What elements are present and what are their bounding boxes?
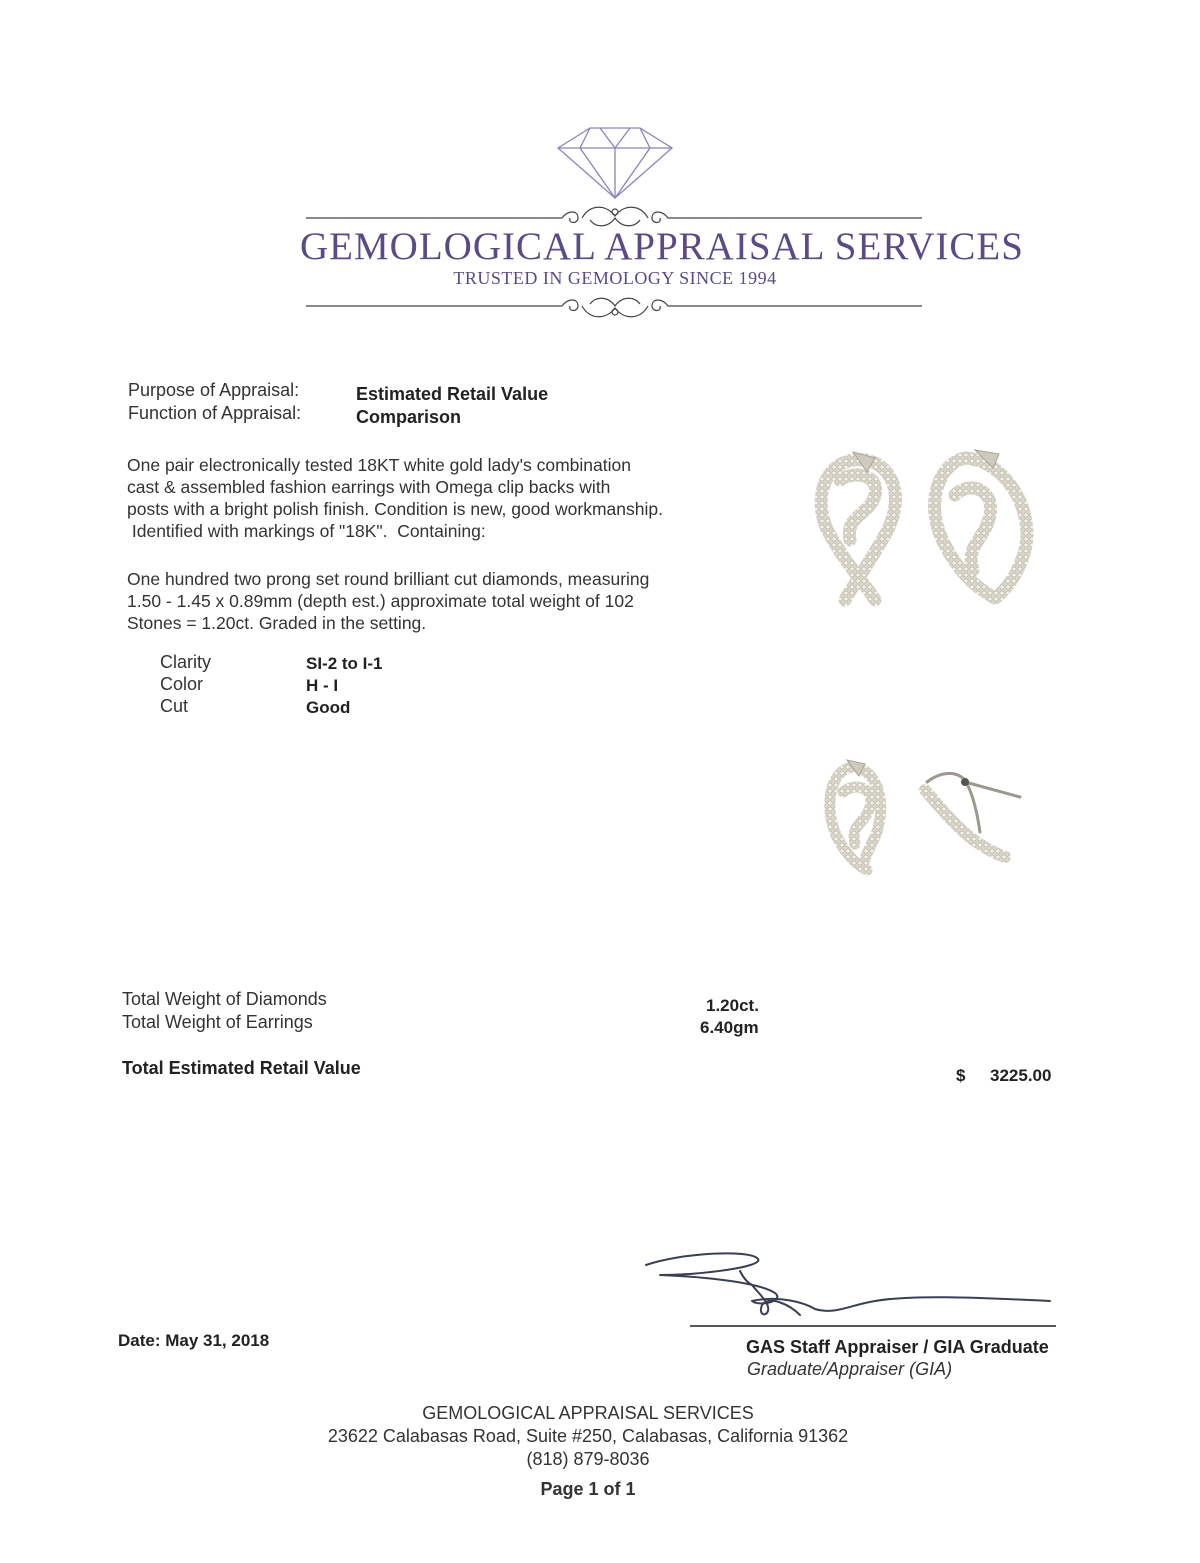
total-diamonds-value: 1.20ct. [706,996,759,1015]
grading-value: H - I [306,676,339,695]
description-line: cast & assembled fashion earrings with Omega clip backs with [127,477,611,497]
appraisal-date: Date: May 31, 2018 [118,1331,270,1350]
retail-value: 3225.00 [990,1066,1052,1085]
grading-label: Color [160,674,204,694]
logo-tagline: TRUSTED IN GEMOLOGY SINCE 1994 [453,268,777,288]
stone-description [127,568,747,634]
total-earrings-value: 6.40gm [700,1018,759,1037]
signer-subtitle: Graduate/Appraiser (GIA) [747,1359,953,1379]
purpose-label: Purpose of Appraisal: [128,380,300,400]
footer-company: GEMOLOGICAL APPRAISAL SERVICES [422,1403,754,1423]
flourish-bottom [306,298,922,317]
signer-title: GAS Staff Appraiser / GIA Graduate [746,1337,1049,1357]
page-number: Page 1 of 1 [540,1479,636,1499]
stone-line: Stones = 1.20ct. Graded in the setting. [127,613,427,633]
grading-row [160,652,383,674]
total-earrings-label: Total Weight of Earrings [122,1012,313,1032]
footer-address: 23622 Calabasas Road, Suite #250, Calabasas, California 91362 [327,1426,849,1446]
footer-phone: (818) 879-8036 [526,1449,650,1469]
function-value: Comparison [356,407,462,427]
stone-line: 1.50 - 1.45 x 0.89mm (depth est.) approximate total weight of 102 [127,591,634,611]
description-line: Identified with markings of "18K". Containing: [127,521,486,541]
flourish-top [306,207,922,226]
item-description [127,454,747,542]
grading-value: SI-2 to I-1 [306,654,383,673]
stone-line: One hundred two prong set round brilliant cut diamonds, measuring [127,569,650,589]
logo-company-name: GEMOLOGICAL APPRAISAL SERVICES [300,225,1024,268]
grading-label: Clarity [160,652,212,672]
grading-value: Good [306,698,351,717]
grading-label: Cut [160,696,189,716]
description-line: posts with a bright polish finish. Condition is new, good workmanship. [127,499,663,519]
diamond-icon [558,128,672,198]
purpose-value: Estimated Retail Value [356,384,549,404]
grading-row [160,696,383,718]
description-line: One pair electronically tested 18KT white gold lady's combination [127,455,631,475]
earrings-front-and-side-photo [815,752,1030,880]
total-diamonds-label: Total Weight of Diamonds [122,989,327,1009]
footer [0,1402,1176,1501]
grading-row [160,674,383,696]
function-label: Function of Appraisal: [128,403,302,423]
retail-currency: $ [956,1066,966,1085]
total-retail-label: Total Estimated Retail Value [122,1058,361,1078]
grading-table [160,652,383,718]
handwritten-signature [640,1245,1060,1335]
earrings-pair-front-photo [795,440,1055,610]
